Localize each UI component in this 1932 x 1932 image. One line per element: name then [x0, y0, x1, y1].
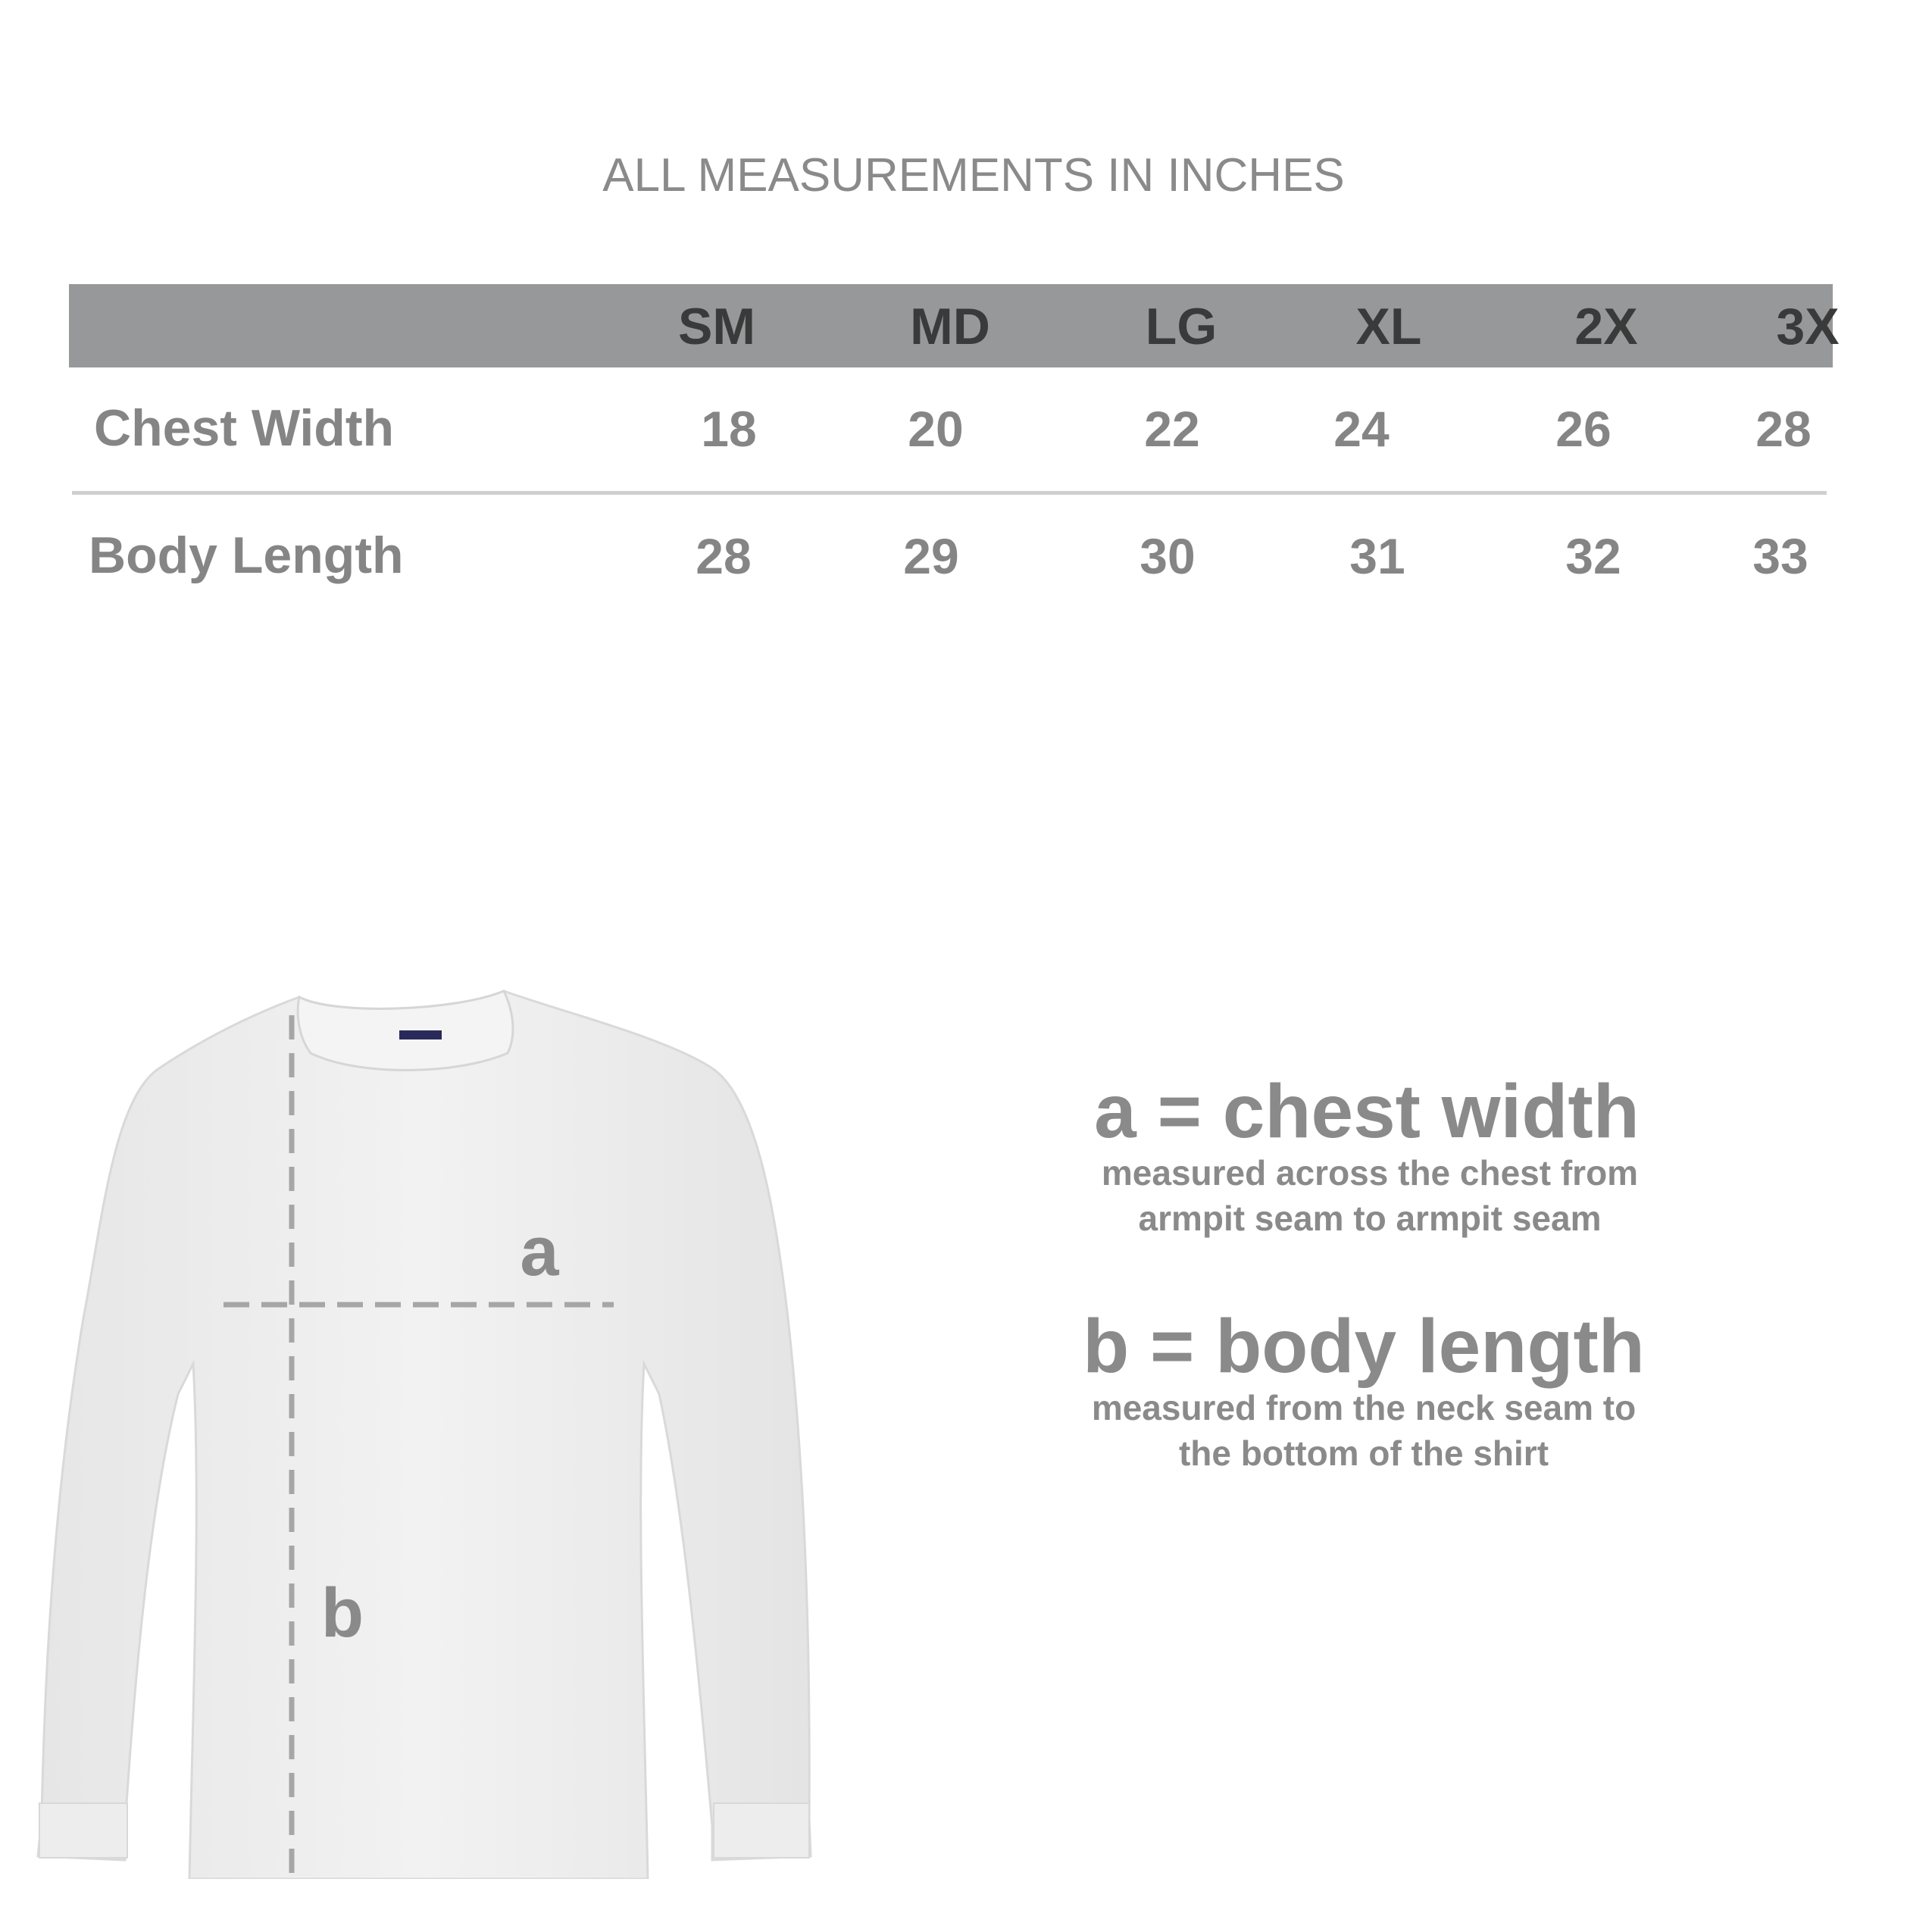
size-header-md: MD [910, 298, 990, 355]
size-header-sm: SM [678, 298, 755, 355]
legend-a-desc-line2: armpit seam to armpit seam [1138, 1199, 1602, 1238]
chest-width-xl: 24 [1333, 401, 1390, 457]
chest-width-2x: 26 [1555, 401, 1612, 457]
size-header-2x: 2X [1574, 298, 1638, 355]
chest-width-sm: 18 [701, 401, 757, 457]
legend-b-desc-line1: measured from the neck seam to [1091, 1388, 1637, 1427]
legend-b-desc-line2: the bottom of the shirt [1178, 1433, 1549, 1473]
size-header-row [69, 284, 1840, 367]
chest-width-3x: 28 [1755, 401, 1812, 457]
chest-width-lg: 22 [1144, 401, 1200, 457]
row-divider [72, 491, 1827, 495]
row-label-body-length: Body Length [89, 527, 404, 584]
size-header-xl: XL [1355, 298, 1422, 355]
body-length-3x: 33 [1752, 528, 1809, 584]
page-title: ALL MEASUREMENTS IN INCHES [602, 149, 1345, 202]
body-length-xl: 31 [1349, 528, 1405, 584]
size-header-lg: LG [1145, 298, 1218, 355]
chest-width-md: 20 [908, 401, 964, 457]
body-length-sm: 28 [696, 528, 752, 584]
body-length-2x: 32 [1565, 528, 1621, 584]
legend-a-desc-line1: measured across the chest from [1101, 1153, 1639, 1193]
label-a: a [520, 1213, 559, 1290]
shirt-illustration [38, 991, 811, 1879]
body-length-md: 29 [903, 528, 959, 584]
body-length-lg: 30 [1140, 528, 1196, 584]
size-header-3x: 3X [1776, 298, 1840, 355]
legend-b-title: b = body length [1083, 1304, 1645, 1389]
label-b: b [320, 1574, 364, 1652]
row-label-chest-width: Chest Width [94, 399, 395, 457]
shirt-measurement-diagram [30, 970, 818, 1879]
legend-a-title: a = chest width [1094, 1069, 1640, 1154]
